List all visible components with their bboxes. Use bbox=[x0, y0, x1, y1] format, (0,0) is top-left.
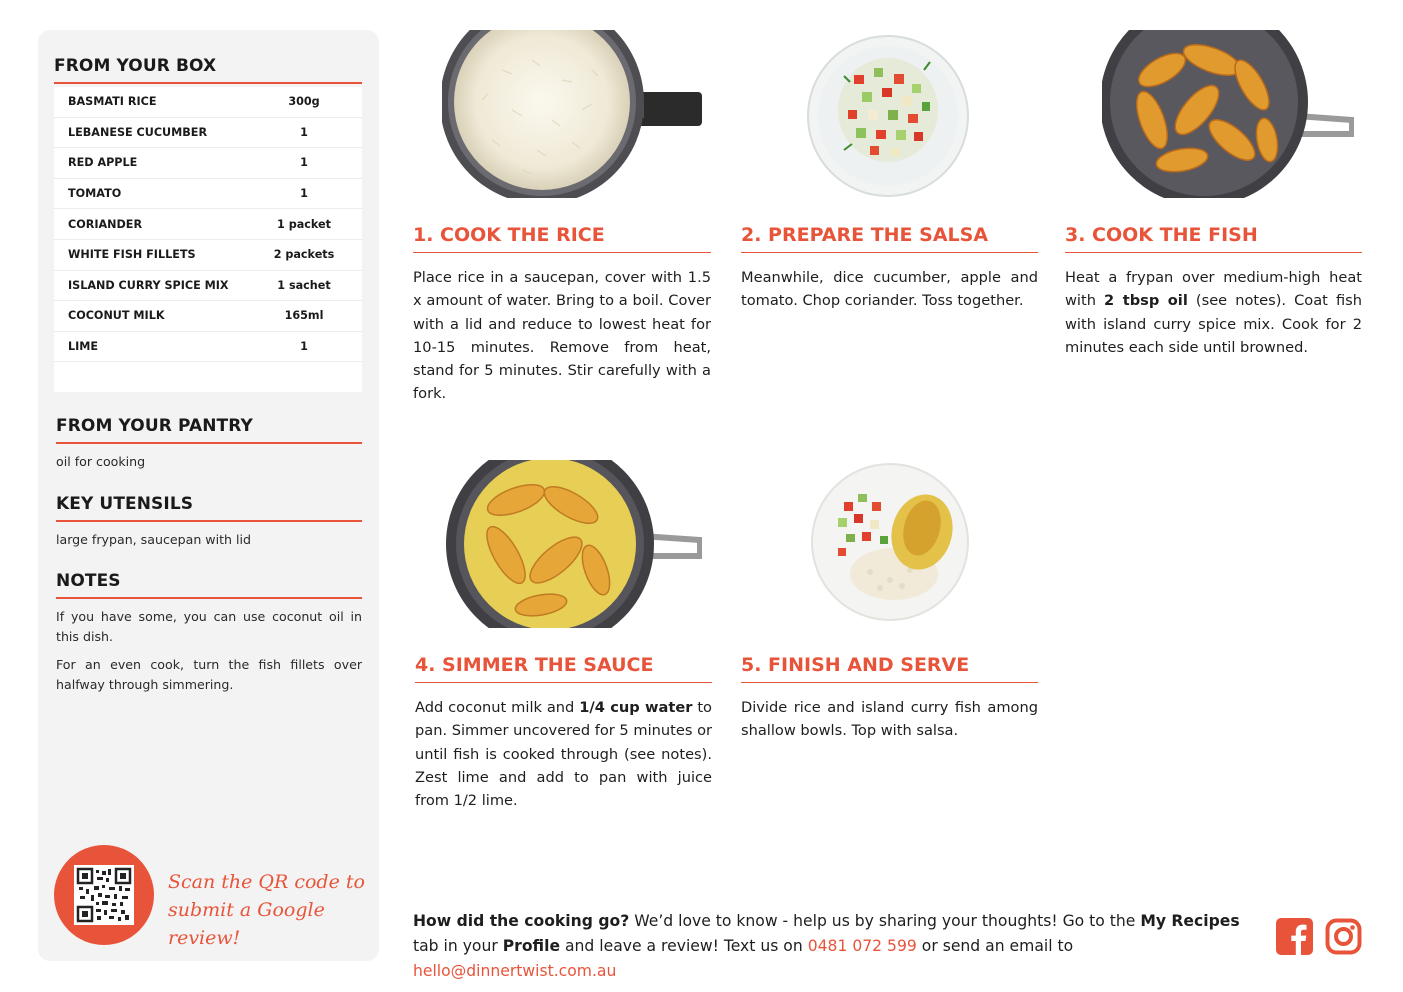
text-run: Add coconut milk and bbox=[415, 699, 580, 716]
ingredient-qty: 1 sachet bbox=[277, 278, 331, 292]
facebook-icon[interactable] bbox=[1276, 918, 1313, 955]
ingredient-qty: 165ml bbox=[284, 309, 324, 323]
step-5-text: Divide rice and island curry fish among shallow bowls. Top with salsa. bbox=[741, 699, 1038, 740]
step-4-photo bbox=[446, 460, 702, 628]
step-4-title: 4. SIMMER THE SAUCE bbox=[415, 654, 712, 683]
pantry-text: oil for cooking bbox=[56, 454, 146, 469]
footer-question: How did the cooking go? bbox=[413, 912, 630, 930]
text-run-bold: 1/4 cup water bbox=[579, 699, 693, 716]
ingredient-qty: 1 bbox=[300, 187, 308, 201]
footer-text: or send an email to bbox=[916, 937, 1074, 955]
qr-code-icon bbox=[74, 865, 134, 925]
text-run-bold: 2 tbsp oil bbox=[1104, 292, 1188, 310]
step-4-text bbox=[415, 696, 712, 812]
ingredient-row-empty bbox=[54, 362, 362, 392]
text-run: Heat a frypan over medium-high heat with bbox=[1065, 269, 1362, 310]
ingredient-qty: 300g bbox=[288, 95, 320, 109]
utensils-section bbox=[56, 494, 362, 550]
ingredient-qty: 2 packets bbox=[273, 248, 335, 262]
ingredient-name: COCONUT MILK bbox=[68, 309, 165, 323]
footer-text: tab in your bbox=[413, 937, 503, 955]
qr-text-line: submit a Google review! bbox=[168, 899, 325, 949]
qr-text-line: Scan the QR code to bbox=[168, 871, 365, 893]
step-2-text: Meanwhile, dice cucumber, apple and tomato. Chop coriander. Toss together. bbox=[741, 269, 1038, 310]
step-3-photo bbox=[1102, 30, 1354, 198]
ingredient-name: LIME bbox=[68, 340, 99, 354]
ingredient-row bbox=[54, 301, 362, 332]
footer-profile: Profile bbox=[502, 937, 561, 955]
email-link[interactable]: hello@dinnertwist.com.au bbox=[413, 962, 617, 980]
step-2-photo bbox=[804, 30, 972, 198]
qr-review-prompt bbox=[168, 868, 368, 952]
ingredient-name: WHITE FISH FILLETS bbox=[68, 248, 196, 262]
utensils-title: KEY UTENSILS bbox=[56, 494, 362, 522]
ingredient-name: TOMATO bbox=[68, 187, 122, 201]
notes-section bbox=[56, 571, 362, 695]
step-1-title: 1. COOK THE RICE bbox=[413, 224, 711, 253]
ingredient-qty: 1 packet bbox=[277, 217, 331, 231]
step-1-photo bbox=[442, 30, 702, 198]
ingredient-row bbox=[54, 87, 362, 118]
ingredient-qty: 1 bbox=[300, 340, 308, 354]
ingredient-row bbox=[54, 118, 362, 149]
ingredient-name: CORIANDER bbox=[68, 217, 143, 231]
step-5-photo bbox=[810, 462, 970, 622]
step-1-text: Place rice in a saucepan, cover with 1.5 x amount of water. Bring to a boil. Cover with a lid and reduce to lowest heat for 10-15 minutes. Remove from heat, stand for 5 minutes. Stir carefully with a fork. bbox=[413, 269, 711, 403]
footer-text: and leave a review! Text us on bbox=[560, 937, 808, 955]
phone-link[interactable]: 0481 072 599 bbox=[807, 937, 917, 955]
ingredient-row bbox=[54, 179, 362, 210]
ingredient-row bbox=[54, 148, 362, 179]
ingredient-name: LEBANESE CUCUMBER bbox=[68, 125, 208, 139]
note-item: For an even cook, turn the fish fillets over halfway through simmering. bbox=[56, 657, 362, 692]
ingredient-row bbox=[54, 271, 362, 302]
ingredient-name: RED APPLE bbox=[68, 156, 138, 170]
pantry-section bbox=[56, 416, 362, 472]
step-2-title: 2. PREPARE THE SALSA bbox=[741, 224, 1038, 253]
qr-badge[interactable] bbox=[54, 845, 154, 945]
ingredient-row bbox=[54, 240, 362, 271]
pantry-title: FROM YOUR PANTRY bbox=[56, 416, 362, 444]
footer-text: We’d love to know - help us by sharing your thoughts! Go to the bbox=[629, 912, 1141, 930]
utensils-text: large frypan, saucepan with lid bbox=[56, 532, 252, 547]
step-5-title: 5. FINISH AND SERVE bbox=[741, 654, 1038, 683]
ingredient-qty: 1 bbox=[300, 156, 308, 170]
footer-my-recipes: My Recipes bbox=[1140, 912, 1240, 930]
ingredient-name: ISLAND CURRY SPICE MIX bbox=[68, 278, 229, 292]
ingredient-row bbox=[54, 209, 362, 240]
step-3-text bbox=[1065, 266, 1362, 359]
ingredient-qty: 1 bbox=[300, 125, 308, 139]
notes-title: NOTES bbox=[56, 571, 362, 599]
ingredients-table bbox=[54, 87, 362, 392]
ingredient-row bbox=[54, 332, 362, 363]
note-item: If you have some, you can use coconut oil in this dish. bbox=[56, 609, 362, 644]
step-3-title: 3. COOK THE FISH bbox=[1065, 224, 1362, 253]
text-run: to pan. Simmer uncovered for 5 minutes or until fish is cooked through (see notes). Zest lime and add to pan with juice from 1/2 lime. bbox=[415, 699, 712, 810]
box-title: FROM YOUR BOX bbox=[54, 56, 362, 84]
instagram-icon[interactable] bbox=[1325, 918, 1362, 955]
feedback-footer bbox=[413, 909, 1258, 984]
ingredient-name: BASMATI RICE bbox=[68, 95, 157, 109]
text-run: (see notes). Coat fish with island curry spice mix. Cook for 2 minutes each side until browned. bbox=[1065, 292, 1363, 356]
sidebar bbox=[38, 30, 379, 961]
